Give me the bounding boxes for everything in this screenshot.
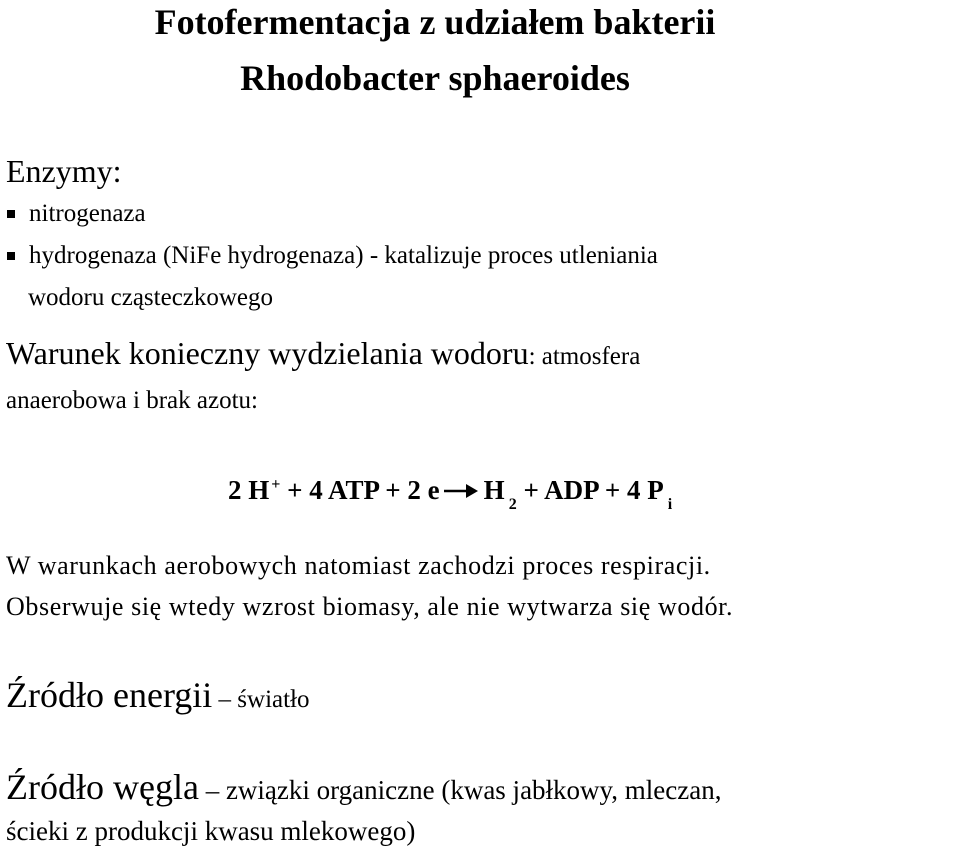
carbon-source-label: Źródło węgla (6, 767, 199, 807)
energy-source (6, 672, 310, 723)
enzyme-item-text: hydrogenaza (NiFe hydrogenaza) - katalizuje proces utleniania (29, 242, 658, 269)
square-bullet-icon (7, 252, 15, 260)
slide-title-line1: Fotofermentacja z udziałem bakterii (154, 2, 716, 42)
equation-part: 2 H (228, 475, 270, 505)
slide-title-line2: Rhodobacter sphaeroides (240, 58, 630, 98)
equation-subscript: i (667, 496, 673, 513)
enzyme-list-item (6, 241, 658, 271)
condition-line1 (6, 333, 640, 377)
equation-part: + ADP + 4 P (516, 475, 664, 505)
equation-part: H (483, 475, 505, 505)
carbon-source-value-line2: ścieki z produkcji kwasu mlekowego) (6, 816, 416, 846)
condition-value-line2: anaerobowa i brak azotu: (6, 387, 258, 414)
energy-source-dash: – (212, 686, 238, 713)
carbon-source-value-line1: związki organiczne (kwas jabłkowy, mleczan, (225, 775, 722, 805)
enzyme-item-text: nitrogenaza (29, 200, 146, 227)
aerobic-text-line2: Obserwuje się wtedy wzrost biomasy, ale nie wytwarza się wodór. (6, 592, 734, 621)
enzyme-list-item (6, 199, 146, 229)
equation-superscript: + (271, 476, 281, 493)
condition-value-line1: : atmosfera (528, 343, 641, 370)
carbon-source (6, 764, 721, 813)
aerobic-text-line1: W warunkach aerobowych natomiast zachodzi proces respiracji. (6, 551, 711, 580)
hydrogen-equation (228, 467, 672, 523)
equation-part: + 4 ATP + 2 e (280, 475, 440, 505)
enzymes-heading: Enzymy: (6, 153, 122, 189)
carbon-source-dash: – (198, 775, 226, 805)
square-bullet-icon (7, 210, 15, 218)
energy-source-value: światło (237, 686, 310, 713)
condition-label: Warunek konieczny wydzielania wodoru (6, 335, 529, 371)
equation-subscript: 2 (508, 496, 517, 513)
enzyme-item-continuation: wodoru cząsteczkowego (28, 284, 274, 311)
reaction-arrow-icon (442, 481, 480, 501)
energy-source-label: Źródło energii (6, 675, 213, 715)
